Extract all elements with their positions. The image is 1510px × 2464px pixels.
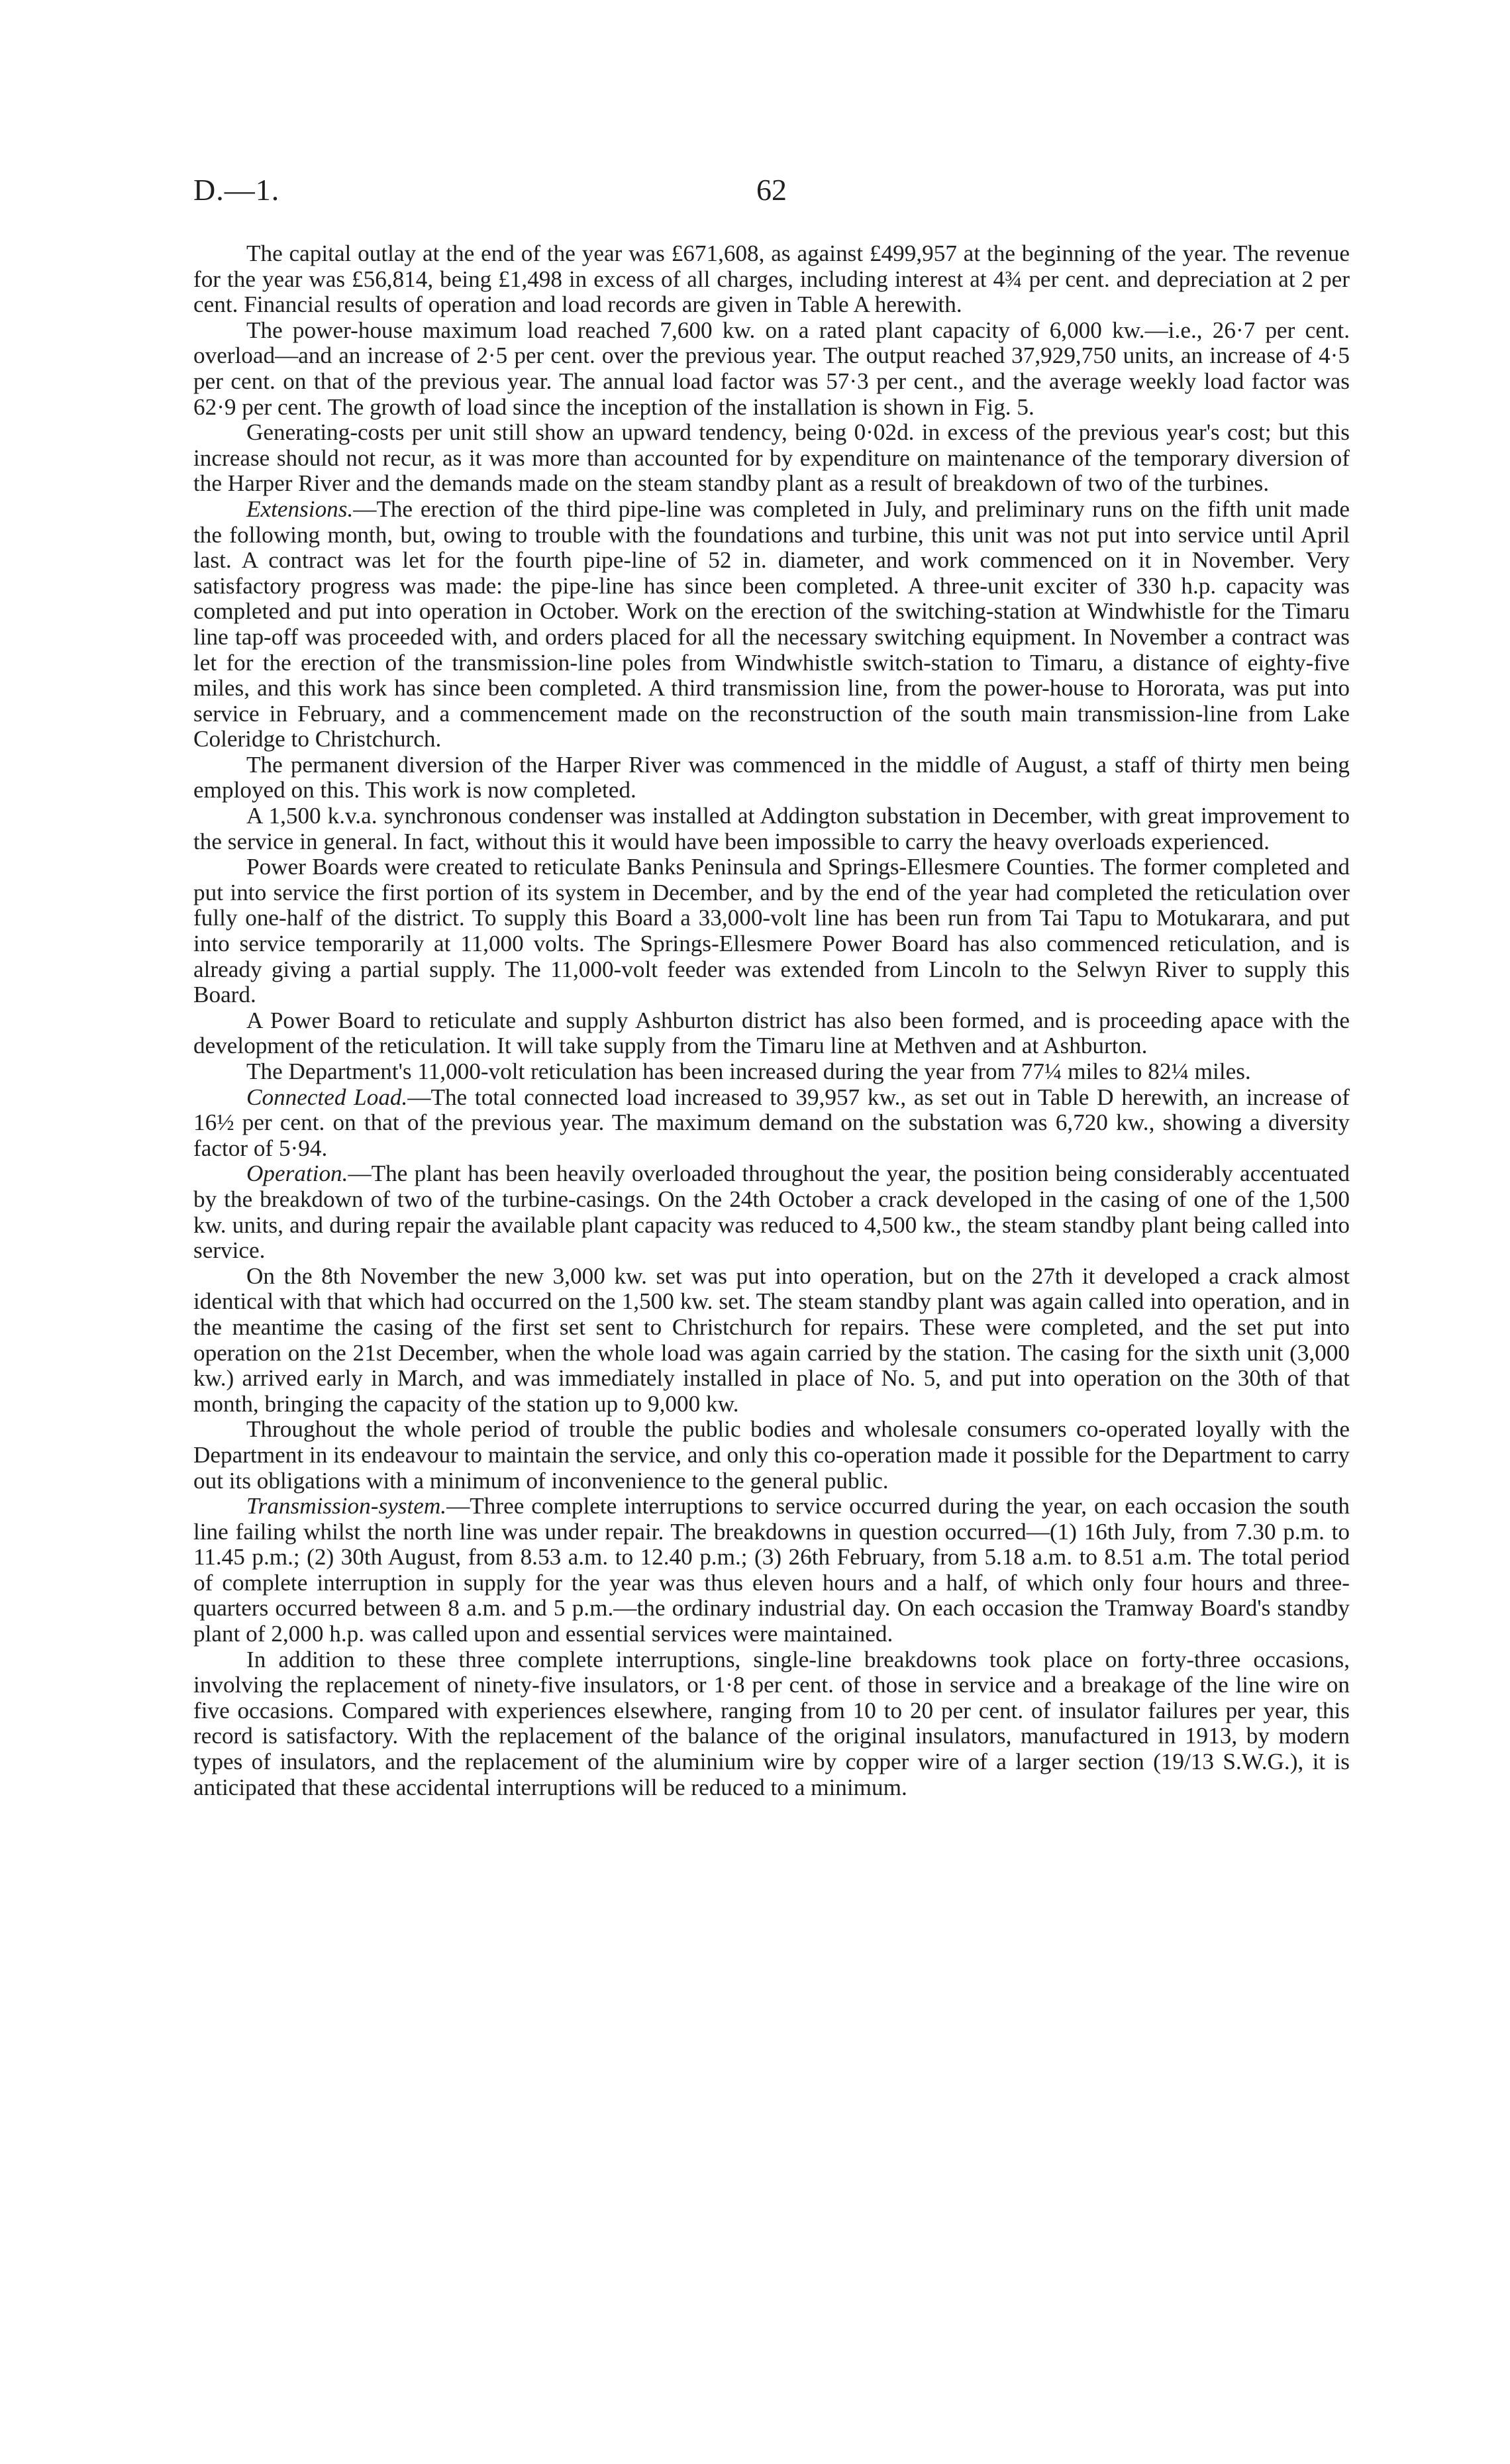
paragraph-power-boards: Power Boards were created to reticulate Banks Peninsula and Springs-Ellesmere Counties. The former completed and put into service the first portion of its system in December, and by the end of the year had completed the reticulation over fully one-half of the district. To supply this Board a 33,000-volt line has been run from Tai Tapu to Motukarara, and put into service temporarily at 11,000 volts. The Springs-Ellesmere Power Board has also commenced reticulation, and is already giving a partial supply. The 11,000-volt feeder was extended from Lincoln to the Selwyn River to supply this Board.: [193, 854, 1350, 1008]
paragraph-new-set: On the 8th November the new 3,000 kw. set was put into operation, but on the 27th it developed a crack almost identical with that which had occurred on the 1,500 kw. set. The steam standby plant was again called into operation, and in the meantime the casing of the first set sent to Christchurch for repairs. These were completed, and the set put into operation on the 21st December, when the whole load was again carried by the station. The casing for the sixth unit (3,000 kw.) arrived early in March, and was immediately installed in place of No. 5, and put into operation on the 30th of that month, bringing the capacity of the station up to 9,000 kw.: [193, 1262, 1350, 1417]
paragraph-operation: Operation.—The plant has been heavily overloaded throughout the year, the position being considerably accentuated by the breakdown of two of the turbine-casings. On the 24th October a crack developed in the casing of one of the 1,500 kw. units, and during repair the available plant capacity was reduced to 4,500 kw., the steam standby plant being called into service.: [193, 1160, 1350, 1264]
section-heading-operation: Operation.: [246, 1160, 348, 1187]
page-reference: D.—1.: [193, 173, 280, 207]
paragraph-ashburton: A Power Board to reticulate and supply Ashburton district has also been formed, and is proceeding apace with the development of the reticulation. It will take supply from the Timaru line at Methven and at Ashburton.: [193, 1007, 1350, 1059]
paragraph-maximum-load: The power-house maximum load reached 7,600 kw. on a rated plant capacity of 6,000 kw.—i.e., 26·7 per cent. overload—and an increase of 2·5 per cent. over the previous year. The output reached 37,929,750 units, an increase of 4·5 per cent. on that of the previous year. The annual load factor was 57·3 per cent., and the average weekly load factor was 62·9 per cent. The growth of load since the inception of the installation is shown in Fig. 5.: [193, 317, 1350, 420]
paragraph-connected-load: Connected Load.—The total connected load increased to 39,957 kw., as set out in Table D herewith, an increase of 16½ per cent. on that of the previous year. The maximum demand on the substation was 6,720 kw., showing a diversity factor of 5·94.: [193, 1084, 1350, 1161]
paragraph-co-operation: Throughout the whole period of trouble the public bodies and wholesale consumers co-operated loyally with the Department in its endeavour to maintain the service, and only this co-operation made it possible for the Department to carry out its obligations with a minimum of inconvenience to the general public.: [193, 1416, 1350, 1494]
page-number: 62: [756, 173, 787, 207]
section-heading-connected-load: Connected Load.: [246, 1084, 408, 1110]
section-heading-extensions: Extensions.: [246, 495, 354, 522]
paragraph-capital-outlay: The capital outlay at the end of the year was £671,608, as against £499,957 at the beginning of the year. The revenue for the year was £56,814, being £1,498 in excess of all charges, including interest at 4¾ per cent. and depreciation at 2 per cent. Financial results of operation and load records are given in Table A herewith.: [193, 240, 1350, 318]
paragraph-transmission-system: Transmission-system.—Three complete interruptions to service occurred during the year, on each occasion the south line failing whilst the north line was under repair. The breakdowns in question occurred—(1) 16th July, from 7.30 p.m. to 11.45 p.m.; (2) 30th August, from 8.53 a.m. to 12.40 p.m.; (3) 26th February, from 5.18 a.m. to 8.51 a.m. The total period of complete interruption in supply for the year was thus eleven hours and a half, of which only four hours and three-quarters occurred between 8 a.m. and 5 p.m.—the ordinary industrial day. On each occasion the Tramway Board's standby plant of 2,000 h.p. was called upon and essential services were maintained.: [193, 1493, 1350, 1647]
paragraph-generating-costs: Generating-costs per unit still show an upward tendency, being 0·02d. in excess of the previous year's cost; but this increase should not recur, as it was more than accounted for by expenditure on maintenance of the temporary diversion of the Harper River and the demands made on the steam standby plant as a result of breakdown of two of the turbines.: [193, 419, 1350, 497]
paragraph-extensions: Extensions.—The erection of the third pipe-line was completed in July, and preliminary runs on the fifth unit made the following month, but, owing to trouble with the foundations and turbine, this unit was not put into service until April last. A contract was let for the fourth pipe-line of 52 in. diameter, and work commenced on it in November. Very satisfactory progress was made: the pipe-line has since been completed. A three-unit exciter of 330 h.p. capacity was completed and put into operation in October. Work on the erection of the switching-station at Windwhistle for the Timaru line tap-off was proceeded with, and orders placed for all the necessary switching equipment. In November a contract was let for the erection of the transmission-line poles from Windwhistle switch-station to Timaru, a distance of eighty-five miles, and this work has since been completed. A third transmission line, from the power-house to Hororata, was put into service in February, and a commencement made on the reconstruction of the south main transmission-line from Lake Coleridge to Christchurch.: [193, 495, 1350, 752]
paragraph-reticulation: The Department's 11,000-volt reticulation has been increased during the year from 77¼ miles to 82¼ miles.: [246, 1058, 1251, 1084]
section-heading-transmission-system: Transmission-system.: [246, 1493, 447, 1519]
paragraph-insulators: In addition to these three complete interruptions, single-line breakdowns took place on forty-three occasions, involving the replacement of ninety-five insulators, or 1·8 per cent. of those in service and a breakage of the line wire on five occasions. Compared with experiences elsewhere, ranging from 10 to 20 per cent. of insulator failures per year, this record is satisfactory. With the replacement of the balance of the original insulators, manufactured in 1913, by modern types of insulators, and the replacement of the aluminium wire by copper wire of a larger section (19/13 S.W.G.), it is anticipated that these accidental interruptions will be reduced to a minimum.: [193, 1646, 1350, 1800]
paragraph-synchronous-condenser: A 1,500 k.v.a. synchronous condenser was installed at Addington substation in December, with great improvement to the service in general. In fact, without this it would have been impossible to carry the heavy overloads experienced.: [193, 803, 1350, 854]
paragraph-harper-river: The permanent diversion of the Harper River was commenced in the middle of August, a staff of thirty men being employed on this. This work is now completed.: [193, 751, 1350, 803]
body-text: [193, 241, 1350, 1800]
